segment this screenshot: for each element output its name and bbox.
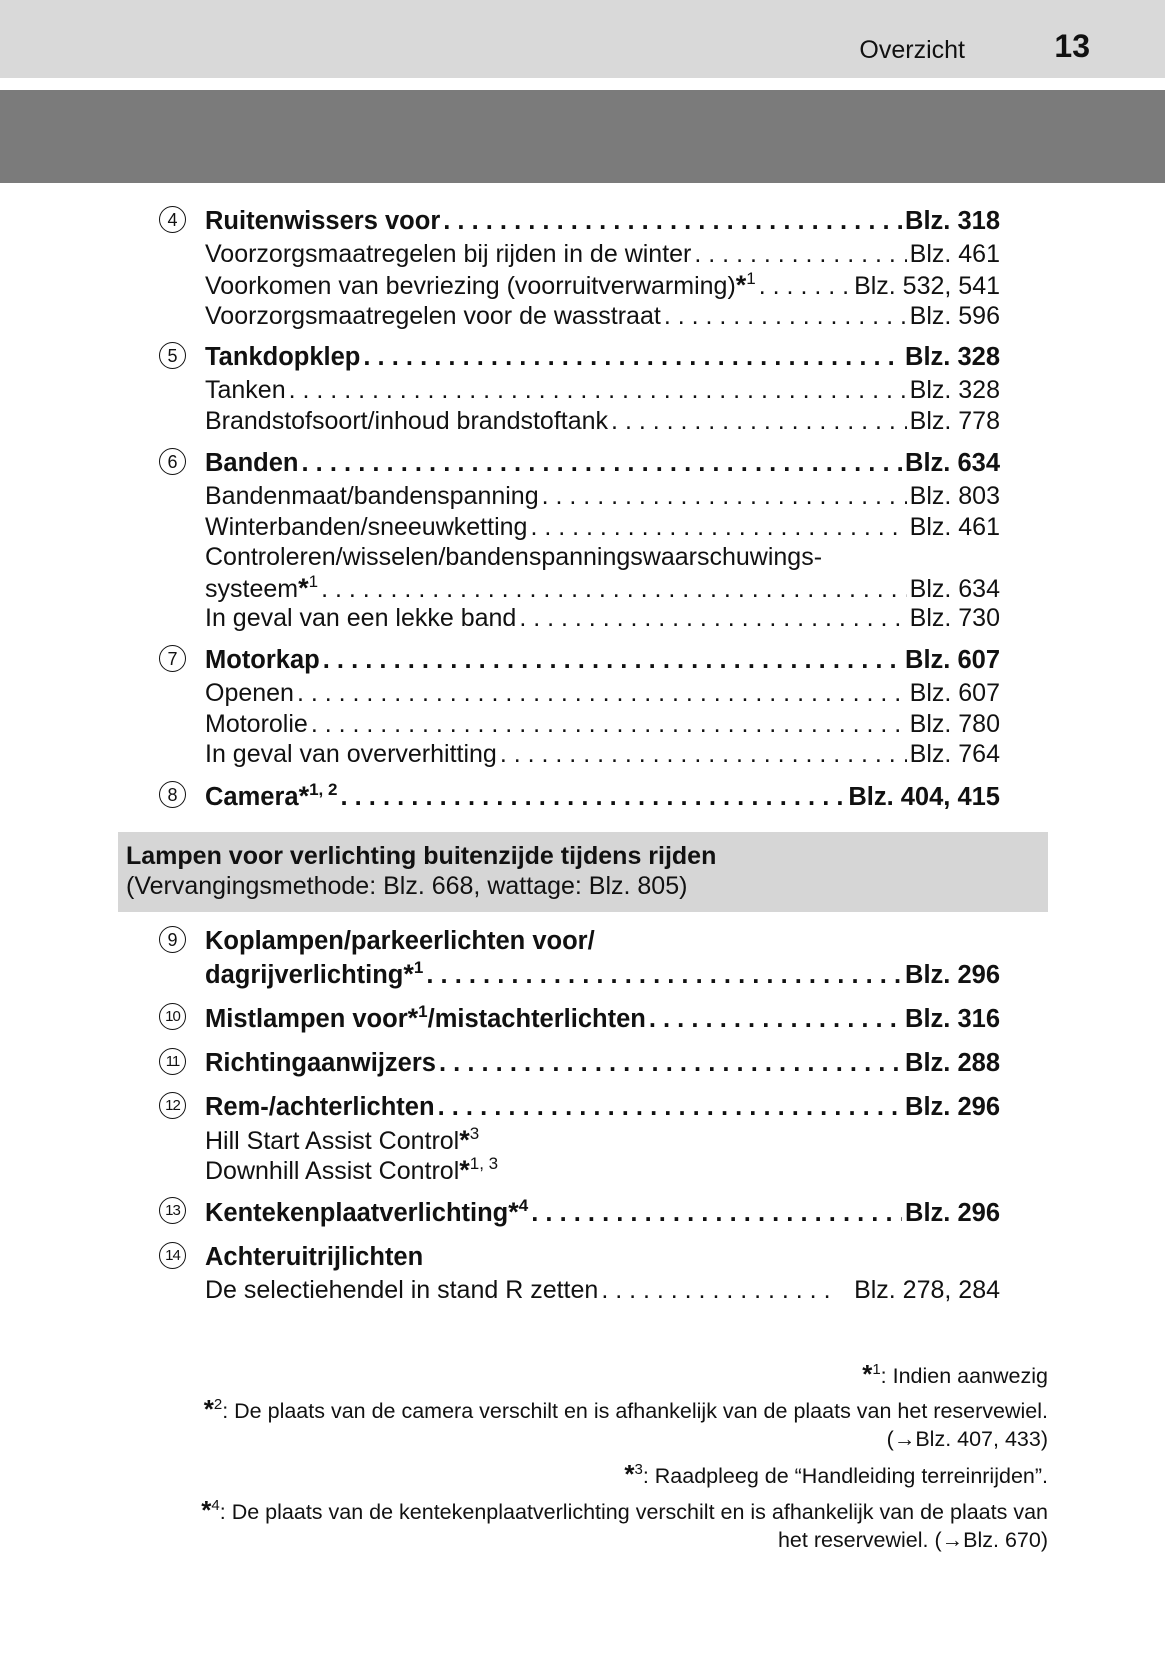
subitem-label: Winterbanden/sneeuwketting xyxy=(205,513,528,541)
item-label: Koplampen/parkeerlichten voor/ xyxy=(205,927,595,955)
footnote-mark: 3 xyxy=(634,1460,643,1478)
page-ref-link[interactable]: Blz. 328 xyxy=(909,376,1000,404)
subitem-label: Tanken xyxy=(205,376,286,404)
subitem-wasstraat xyxy=(205,301,1000,331)
page-ref-link[interactable]: Blz. 778 xyxy=(909,407,1000,435)
footnote-mark: 1 xyxy=(418,1001,428,1021)
footnote-mark: 1 xyxy=(413,957,424,977)
leader-dots xyxy=(601,1275,836,1305)
header-band xyxy=(0,90,1165,183)
footnote-mark: 1 xyxy=(746,268,756,288)
item-label: Banden xyxy=(205,449,299,477)
item-ruitenwissers xyxy=(167,206,1000,236)
footnote-4-ref[interactable]: het reservewiel. (→Blz. 670) xyxy=(777,1528,1048,1552)
item-number-badge: 11 xyxy=(159,1048,186,1075)
subitem-label: Controleren/wisselen/bandenspanningswaarschuwings- xyxy=(205,543,823,571)
item-koplampen xyxy=(167,926,1000,956)
page-ref-link[interactable]: Blz. 461 xyxy=(909,513,1000,541)
page-ref-link[interactable]: Blz. 730 xyxy=(909,604,1000,632)
item-number-badge: 9 xyxy=(159,926,186,953)
page-ref-link[interactable]: Blz. 296 xyxy=(905,1093,1000,1121)
subitem-selectiehendel xyxy=(205,1275,1000,1305)
section-title: Overzicht xyxy=(859,36,965,64)
footnote-mark: 2 xyxy=(213,1395,223,1413)
leader-dots xyxy=(759,271,851,301)
item-kentekenplaat xyxy=(165,1195,1000,1228)
item-remlichten xyxy=(165,1092,1000,1122)
item-label: Kentekenplaatverlichting*$^4$ xyxy=(205,1195,529,1227)
footnote-1: *$^1$: Indien aanwezig xyxy=(862,1359,1048,1389)
footnote-mark: 1 xyxy=(872,1360,881,1378)
subitem-label: In geval van een lekke band xyxy=(205,604,517,632)
item-number-badge: 8 xyxy=(159,781,186,808)
subitem-label: Voorzorgsmaatregelen bij rijden in de winter xyxy=(205,240,692,268)
leader-dots xyxy=(426,960,902,990)
leader-dots xyxy=(664,301,907,331)
subitem-label: Voorzorgsmaatregelen voor de wasstraat xyxy=(205,302,661,330)
page-ref-link[interactable]: Blz. 634 xyxy=(909,575,1000,603)
page-ref-link[interactable]: Blz. 296 xyxy=(905,961,1000,989)
leader-dots xyxy=(340,782,845,812)
page-ref-link[interactable]: Blz. 461 xyxy=(909,240,1000,268)
item-tankdopklep xyxy=(167,342,1000,372)
footnote-2: *$^2$: De plaats van de camera verschilt en is afhankelijk van de plaats van het reservewiel. (→Blz. 407, 433) xyxy=(203,1394,1048,1451)
item-richtingaanwijzers xyxy=(165,1048,1000,1078)
leader-dots xyxy=(311,709,907,739)
footnote-mark: 1, 2 xyxy=(309,779,338,799)
leader-dots xyxy=(443,206,902,236)
subitem-systeem xyxy=(205,573,1000,604)
item-label: Rem-/achterlichten xyxy=(205,1093,435,1121)
leader-dots xyxy=(363,342,902,372)
page-ref-link[interactable]: Blz. 764 xyxy=(909,740,1000,768)
leader-dots xyxy=(611,406,907,436)
page-ref-link[interactable]: Blz. 288 xyxy=(905,1049,1000,1077)
page-ref-link[interactable]: Blz. 634 xyxy=(905,449,1000,477)
leader-dots xyxy=(530,512,906,542)
subitem-hill-start xyxy=(205,1125,1000,1156)
item-label: Tankdopklep xyxy=(205,343,361,371)
leader-dots xyxy=(289,375,907,405)
item-number-badge: 14 xyxy=(159,1242,186,1269)
subitem-winter xyxy=(205,239,1000,269)
item-motorkap xyxy=(167,645,1000,675)
section-band-title: Lampen voor verlichting buitenzijde tijdens rijden xyxy=(126,842,717,870)
item-label: Richtingaanwijzers xyxy=(205,1049,436,1077)
leader-dots xyxy=(302,448,903,478)
footnote-2-ref[interactable]: (→Blz. 407, 433) xyxy=(886,1427,1048,1451)
item-label: Ruitenwissers voor xyxy=(205,207,441,235)
subitem-label: Motorolie xyxy=(205,710,308,738)
subitem-oververhitting xyxy=(205,739,1000,769)
page-ref-link[interactable]: Blz. 318 xyxy=(905,207,1000,235)
section-band-subtitle: (Vervangingsmethode: Blz. 668, wattage: Blz. 805) xyxy=(126,872,688,900)
leader-dots xyxy=(323,645,902,675)
subitem-bandenmaat xyxy=(205,481,1000,511)
header-divider xyxy=(0,78,1165,90)
leader-dots xyxy=(321,574,907,604)
item-achteruitrijlichten xyxy=(165,1242,1000,1272)
item-number-badge: 7 xyxy=(159,645,186,672)
subitem-label: systeem*$^1$ xyxy=(205,571,319,603)
leader-dots xyxy=(649,1004,902,1034)
page-ref-link[interactable]: Blz. 316 xyxy=(905,1005,1000,1033)
item-label: dagrijverlichting*$^1$ xyxy=(205,957,424,989)
subitem-label: Brandstofsoort/inhoud brandstoftank xyxy=(205,407,609,435)
item-number-badge: 13 xyxy=(159,1197,186,1224)
subitem-downhill xyxy=(205,1155,1000,1186)
item-label: Motorkap xyxy=(205,646,320,674)
subitem-lekke-band xyxy=(205,603,1000,633)
leader-dots xyxy=(297,678,907,708)
page-ref-link[interactable]: Blz. 296 xyxy=(905,1199,1000,1227)
leader-dots xyxy=(519,603,906,633)
subitem-label: Voorkomen van bevriezing (voorruitverwarming)*$^1$ xyxy=(205,268,756,300)
page-number: 13 xyxy=(1054,28,1090,64)
item-label: Camera*$^{1, 2}$ xyxy=(205,779,338,811)
footnote-mark: 4 xyxy=(211,1496,220,1514)
footnote-3: *$^3$: Raadpleeg de “Handleiding terreinrijden”. xyxy=(624,1459,1048,1489)
leader-dots xyxy=(500,739,907,769)
page-ref-link[interactable]: Blz. 328 xyxy=(905,343,1000,371)
subitem-label: Hill Start Assist Control*$^3$ xyxy=(205,1123,480,1155)
subitem-winterbanden xyxy=(205,512,1000,542)
footnote-mark: 3 xyxy=(469,1123,480,1143)
leader-dots xyxy=(542,481,907,511)
item-number-badge: 6 xyxy=(159,448,186,475)
subitem-tanken xyxy=(205,375,1000,405)
item-mistlampen xyxy=(165,1001,1000,1034)
item-label: Achteruitrijlichten xyxy=(205,1243,424,1271)
item-koplampen-line2 xyxy=(205,959,1000,990)
page-ref-link[interactable]: Blz. 278, 284 xyxy=(854,1276,1000,1304)
item-number-badge: 12 xyxy=(159,1092,186,1119)
item-camera xyxy=(167,779,1000,812)
page-ref-link[interactable]: Blz. 404, 415 xyxy=(848,783,1000,811)
subitem-label: De selectiehendel in stand R zetten xyxy=(205,1276,599,1304)
page-ref-link[interactable]: Blz. 780 xyxy=(909,710,1000,738)
subitem-controleren xyxy=(205,542,1000,572)
leader-dots xyxy=(438,1092,902,1122)
subitem-label: In geval van oververhitting xyxy=(205,740,497,768)
subitem-brandstof xyxy=(205,406,1000,436)
footnote-mark: 1 xyxy=(308,571,319,591)
item-number-badge: 10 xyxy=(159,1003,186,1030)
item-banden xyxy=(167,448,1000,478)
item-number-badge: 5 xyxy=(159,342,186,369)
subitem-bevriezing xyxy=(205,270,1000,301)
page-ref-link[interactable]: Blz. 596 xyxy=(909,302,1000,330)
header-bar xyxy=(0,0,1165,78)
leader-dots xyxy=(439,1048,902,1078)
footnote-mark: 1, 3 xyxy=(469,1153,499,1173)
item-label: Mistlampen voor*$^1$/mistachterlichten xyxy=(205,1001,646,1033)
subitem-label: Bandenmaat/bandenspanning xyxy=(205,482,539,510)
footnote-4: *$^4$: De plaats van de kentekenplaatverlichting verschilt en is afhankelijk van de plaats van het reservewiel. (→Blz. 670) xyxy=(201,1495,1048,1552)
subitem-label: Downhill Assist Control*$^{1, 3}$ xyxy=(205,1153,499,1185)
subitem-label: Openen xyxy=(205,679,294,707)
page-ref-link[interactable]: Blz. 803 xyxy=(909,482,1000,510)
subitem-motorolie xyxy=(205,709,1000,739)
leader-dots xyxy=(531,1198,902,1228)
footnote-mark: 4 xyxy=(518,1195,529,1215)
page-ref-link[interactable]: Blz. 607 xyxy=(905,646,1000,674)
subitem-openen xyxy=(205,678,1000,708)
page-ref-link[interactable]: Blz. 607 xyxy=(909,679,1000,707)
item-number-badge: 4 xyxy=(159,206,186,233)
page-ref-link[interactable]: Blz. 532, 541 xyxy=(854,272,1000,300)
leader-dots xyxy=(694,239,906,269)
